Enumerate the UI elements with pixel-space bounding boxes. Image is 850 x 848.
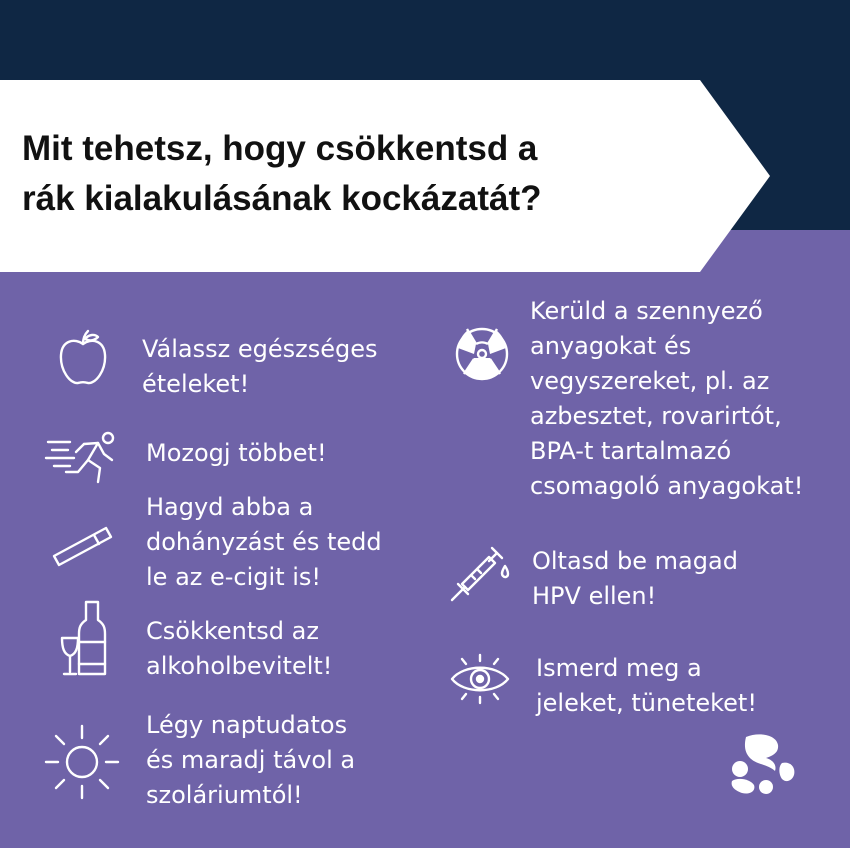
tip-alcohol (146, 614, 332, 684)
apple-icon (56, 326, 110, 388)
tip-sun (146, 708, 355, 813)
tip-pollution-line-6: csomagoló anyagokat! (530, 472, 804, 500)
tip-smoking-line-1: Hagyd abba a (146, 493, 314, 521)
tip-pollution (530, 294, 803, 504)
page-title (22, 124, 702, 224)
radiation-icon (454, 326, 510, 382)
tip-vaccine-line-1: Oltasd be magad (532, 547, 738, 575)
tip-vaccine-line-2: HPV ellen! (532, 582, 657, 610)
tip-pollution-line-2: anyagokat és (530, 332, 692, 360)
tip-food-line-1: Válassz egészséges (142, 335, 378, 363)
eye-icon (448, 652, 512, 706)
syringe-icon (448, 544, 512, 608)
tip-pollution-line-5: BPA-t tartalmazó (530, 437, 732, 465)
tip-alcohol-line-1: Csökkentsd az (146, 617, 319, 645)
tip-symptoms-line-2: jeleket, tüneteket! (536, 689, 757, 717)
tip-exercise (146, 436, 327, 471)
tip-sun-line-2: és maradj távol a (146, 746, 356, 774)
running-person-icon (44, 428, 122, 488)
tip-vaccine (532, 544, 738, 614)
tip-sun-line-3: szoláriumtól! (146, 781, 303, 809)
tip-pollution-line-3: vegyszereket, pl. az (530, 367, 770, 395)
tip-exercise-line-1: Mozogj többet! (146, 439, 327, 467)
tip-pollution-line-1: Kerüld a szennyező (530, 297, 763, 325)
tip-smoking-line-2: dohányzást és tedd (146, 528, 382, 556)
title-line-1: Mit tehetsz, hogy csökkentsd a (22, 129, 538, 168)
title-line-2: rák kialakulásának kockázatát? (22, 179, 542, 218)
cigarette-icon (48, 520, 116, 568)
wine-bottle-glass-icon (58, 598, 108, 678)
logo-icon (728, 733, 798, 797)
tip-food-line-2: ételeket! (142, 370, 250, 398)
tip-alcohol-line-2: alkoholbevitelt! (146, 652, 333, 680)
sun-icon (44, 724, 120, 800)
tip-smoking (146, 490, 382, 595)
tip-symptoms-line-1: Ismerd meg a (536, 654, 702, 682)
tip-smoking-line-3: le az e-cigit is! (146, 563, 322, 591)
tip-sun-line-1: Légy naptudatos (146, 711, 348, 739)
tip-food (142, 332, 378, 402)
tip-pollution-line-4: azbesztet, rovarirtót, (530, 402, 782, 430)
tip-symptoms (536, 651, 757, 721)
